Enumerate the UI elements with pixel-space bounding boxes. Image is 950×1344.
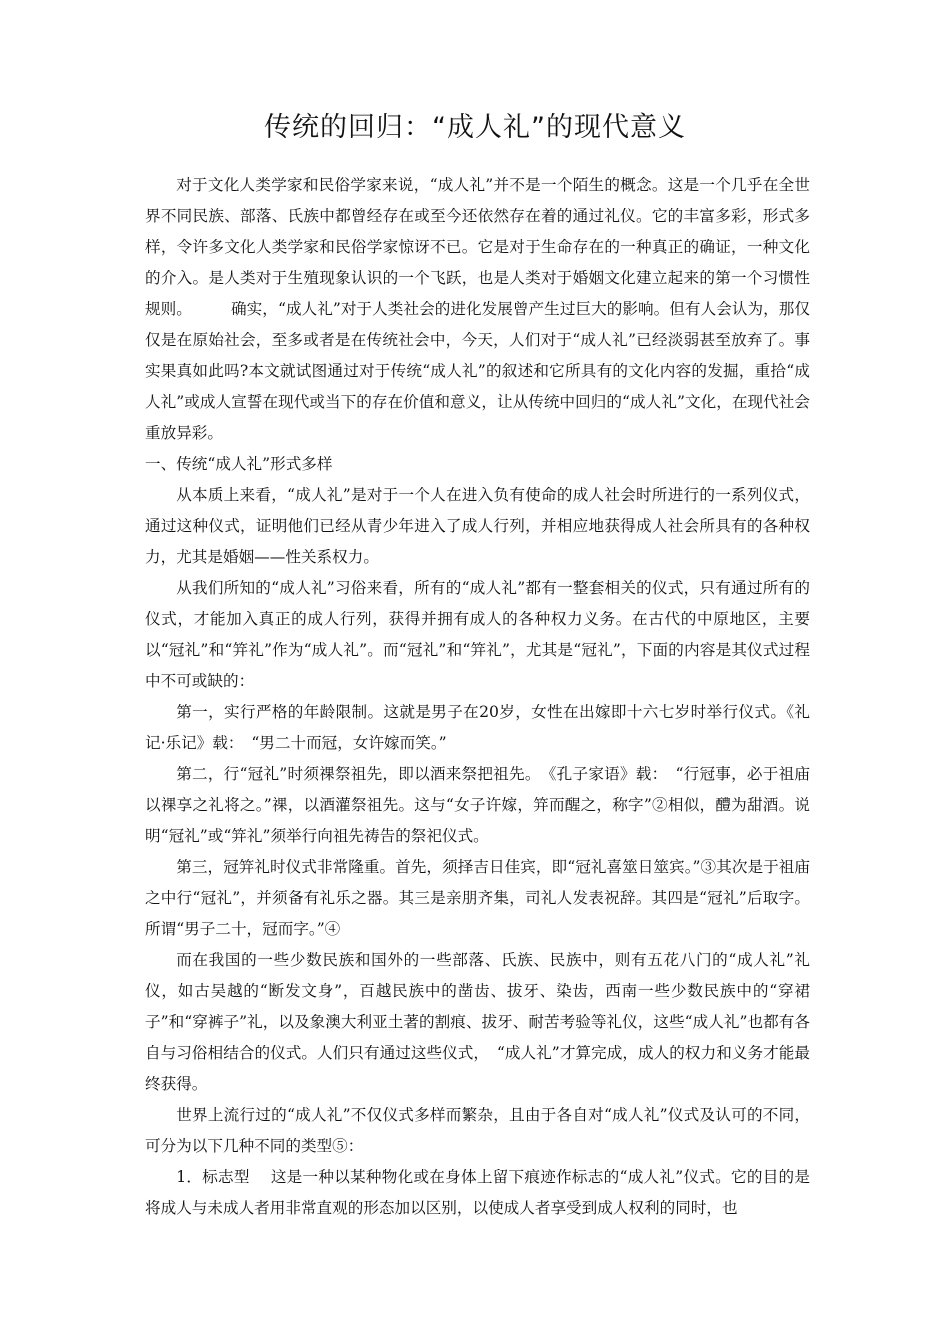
paragraph-intro: 对于文化人类学家和民俗学家来说，“成人礼”并不是一个陌生的概念。这是一个几乎在全世界不同民族、部落、氏族中都曾经存在或至今还依然存在着的通过礼仪。它的丰富多彩，形式多样，令许多文化人类学家和民俗学家惊讶不已。它是对于生命存在的一种真正的确证，一种文化的介入。是人类对于生殖现象认识的一个飞跃，也是人类对于婚姻文化建立起来的第一个习惯性规则。 确实，“成人礼”对于人类社会的进化发展曾产生过巨大的影响。但有人会认为，那仅仅是在原始社会，至多或者是在传统社会中，今天，人们对于“成人礼”已经淡弱甚至放弃了。事实果真如此吗?本文就试图通过对于传统“成人礼”的叙述和它所具有的文化内容的发掘，重拾“成人礼”或成人宣誓在现代或当下的存在价值和意义，让从传统中回归的“成人礼”文化，在现代社会重放异彩。 (145, 176, 810, 442)
paragraph-minorities: 而在我国的一些少数民族和国外的一些部落、氏族、民族中，则有五花八门的“成人礼”礼仪，如古吴越的“断发文身”，百越民族中的凿齿、拔牙、染齿，西南一些少数民族中的“穿裙子”和“穿裤子”礼，以及象澳大利亚土著的割痕、拔牙、耐苦考验等礼仪，这些“成人礼”也都有各自与习俗相结合的仪式。人们只有通过这些仪式， “成人礼”才算完成，成人的权力和义务才能最终获得。 (145, 951, 810, 1093)
paragraph-type-one: 1．标志型 这是一种以某种物化或在身体上留下痕迹作标志的“成人礼”仪式。它的目的是将成人与未成人者用非常直观的形态加以区别，以使成人者享受到成人权利的同时，也 (145, 1168, 810, 1217)
paragraph-second-rule: 第二，行“冠礼”时须祼祭祖先，即以酒来祭把祖先。 《孔子家语》载： “行冠事，必于祖庙以祼享之礼将之。”祼，以酒灌祭祖先。这与“女子许嫁，笄而醒之，称字”②相似，醴为甜酒。说明“冠礼”或“笄礼”须举行向祖先祷告的祭祀仪式。 (145, 765, 810, 845)
document-title: 传统的回归：“成人礼”的现代意义 (264, 112, 686, 143)
paragraph-essence: 从本质上来看，“成人礼”是对于一个人在进入负有使命的成人社会时所进行的一系列仪式，通过这种仪式，证明他们已经从青少年进入了成人行列，并相应地获得成人社会所具有的各种权力，尤其是婚姻——性关系权力。 (145, 486, 810, 566)
paragraph-rituals: 从我们所知的“成人礼”习俗来看，所有的“成人礼”都有一整套相关的仪式，只有通过所有的仪式，才能加入真正的成人行列，获得并拥有成人的各种权力义务。在古代的中原地区，主要以“冠礼”和“笄礼”作为“成人礼”。而“冠礼”和“笄礼”，尤其是“冠礼”，下面的内容是其仪式过程中不可或缺的： (145, 579, 810, 690)
paragraph-types: 世界上流行过的“成人礼”不仅仪式多样而繁杂，且由于各自对“成人礼”仪式及认可的不同，可分为以下几种不同的类型⑤： (145, 1106, 810, 1155)
paragraph-first-rule: 第一，实行严格的年龄限制。这就是男子在20岁，女性在出嫁即十六七岁时举行仪式。《礼记·乐记》载： “男二十而冠，女许嫁而笑。” (145, 703, 810, 752)
section-heading: 一、传统“成人礼”形式多样 (145, 455, 333, 473)
document-body (145, 170, 810, 1224)
paragraph-third-rule: 第三，冠笄礼时仪式非常隆重。首先，须择吉日佳宾，即“冠礼喜筮日筮宾。”③其次是于祖庙之中行“冠礼”，并须备有礼乐之器。其三是亲朋齐集，司礼人发表祝辞。其四是“冠礼”后取字。所谓“男子二十，冠而字。”④ (145, 858, 810, 938)
